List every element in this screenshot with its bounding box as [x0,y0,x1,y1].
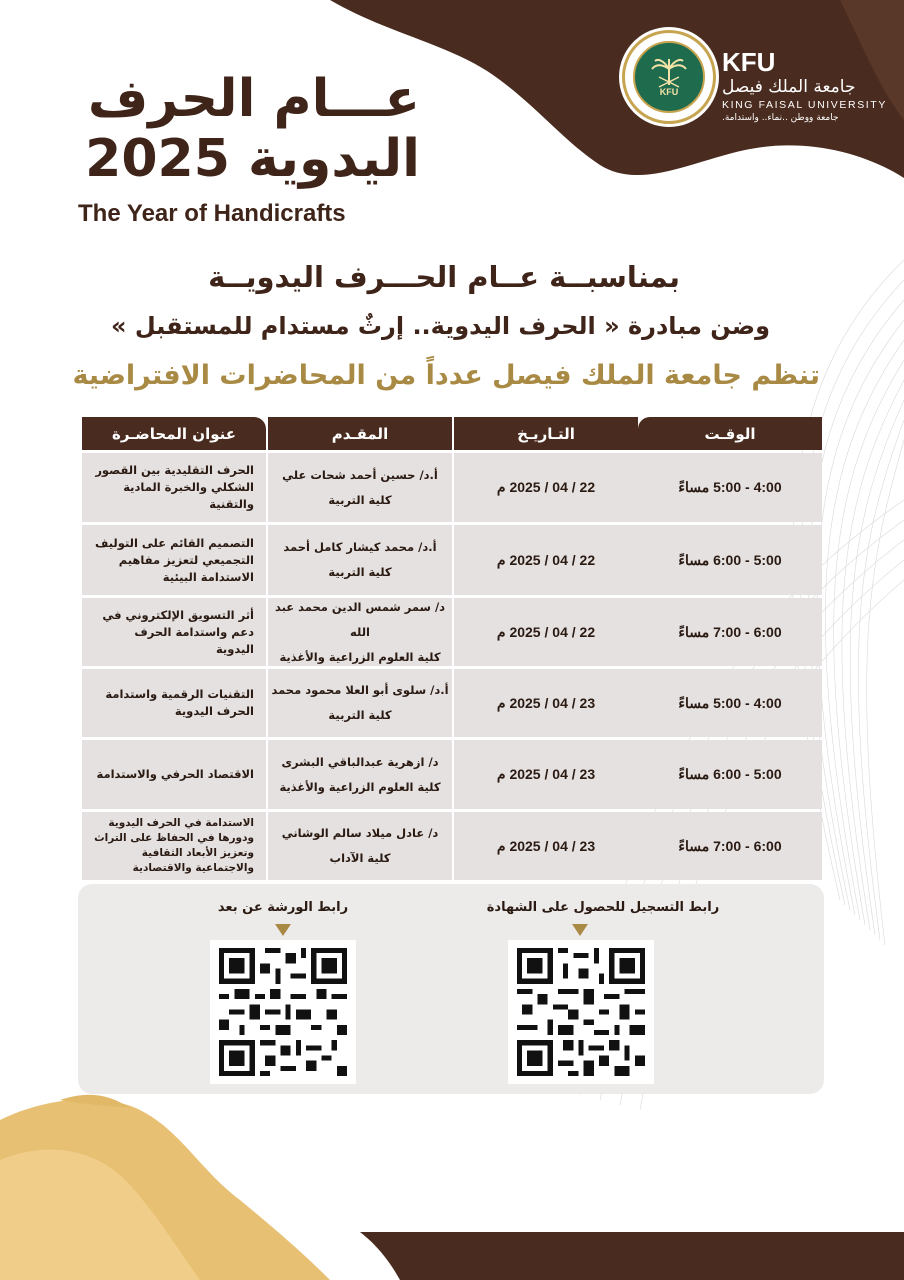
presenter-name: أ.د/ محمد كيشار كامل أحمد [283,540,437,554]
table-row [80,453,824,522]
table-row [80,812,824,880]
time-text: 5:00 - 6:00 مساءً [678,766,782,782]
table-header-row [80,417,824,450]
lecture-time [638,525,822,595]
workshop-qr-code[interactable] [210,940,356,1084]
time-text: 4:00 - 5:00 مساءً [678,694,782,711]
time-text: 6:00 - 7:00 مساءً [678,623,782,640]
presenter-name: د/ ازهرية عبدالباقي البشرى [281,754,439,769]
lecture-time [638,669,822,737]
lecture-time [638,453,822,522]
date-text: 22 / 04 / 2025 م [496,479,596,495]
qr-code-icon [516,948,646,1076]
announcement-organizer: تنظم جامعة الملك فيصل عدداً من المحاضرات الافتراضية [72,360,820,391]
lecture-presenter-cell [268,669,452,737]
lecture-title: الاقتصاد الحرفي والاستدامة [82,740,266,809]
lecture-presenter-cell [268,598,452,666]
lecture-title: أثر التسويق الإلكتروني في دعم واستدامة الحرف اليدوية [82,598,266,666]
date-text: 23 / 04 / 2025 م [496,837,596,854]
lecture-presenter-cell [268,740,452,809]
university-abbr: KFU [722,47,776,77]
lecture-date [454,598,638,666]
lecture-title: الحرف التقليدية بين القصور الشكلي والخبرة المادية والتقنية [82,453,266,522]
announcement-occasion: بمناسبــة عــام الحـــرف اليدويــة [208,260,680,294]
lecture-date [454,812,638,880]
lecture-date [454,453,638,522]
date-text: 23 / 04 / 2025 م [496,766,596,782]
presenter-name: د/ سمر شمس الدين محمد عبد الله [274,599,446,639]
palm-icon [649,55,689,91]
university-name-ar: جامعة الملك فيصل [722,77,856,97]
time-text: 5:00 - 6:00 مساءً [678,551,782,568]
palm-emblem-icon [633,41,705,113]
presenter-college: كلية الآداب [329,851,391,865]
lecture-date [454,669,638,737]
lecture-date [454,525,638,595]
time-text: 6:00 - 7:00 مساءً [678,837,782,854]
presenter-college: كلية العلوم الزراعية والأغذية [279,779,441,794]
date-text: 23 / 04 / 2025 م [496,694,596,711]
title-arabic-line2: اليدوية 2025 [85,129,420,189]
table-row [80,525,824,595]
arrow-down-icon [275,924,291,936]
presenter-name: أ.د/ حسين أحمد شحات علي [282,467,438,482]
date-text: 22 / 04 / 2025 م [496,551,596,568]
qr-code-icon [218,948,348,1076]
lecture-time [638,812,822,880]
university-slogan: جامعة ووطن ..نماء.. واستدامة. [722,113,839,123]
table-row [80,669,824,737]
title-arabic-line1: عـــام الحرف [87,69,420,129]
header-time: الوقـت [638,417,822,450]
presenter-college: كلية التربية [328,565,392,579]
header-date: التـاريـخ [454,417,638,450]
arrow-down-icon [572,924,588,936]
certificate-link-label: رابط التسجيل للحصول على الشهادة [486,900,720,915]
presenter-name: د/ عادل ميلاد سالم الوشاني [281,826,439,840]
university-name-en: KING FAISAL UNIVERSITY [722,99,887,111]
lectures-table [80,417,824,880]
lecture-title: التقنيات الرقمية واستدامة الحرف اليدوية [82,669,266,737]
table-row [80,740,824,809]
presenter-college: كلية التربية [328,708,392,722]
lecture-presenter-cell [268,812,452,880]
table-row [80,598,824,666]
lecture-title: الاستدامة في الحرف اليدوية ودورها في الحفاظ على التراث وتعزيز الأبعاد الثقافية والاجتماعية والاقتصادية [82,812,266,880]
qr-links-panel [78,884,824,1094]
title-english: The Year of Handicrafts [78,200,346,227]
lecture-presenter-cell [268,453,452,522]
lecture-title: التصميم القائم على التوليف التجميعي لتعزيز مفاهيم الاستدامة البيئية [82,525,266,595]
presenter-college: كلية العلوم الزراعية والأغذية [279,649,441,664]
presenter-college: كلية التربية [328,492,392,507]
certificate-qr-code[interactable] [508,940,654,1084]
university-seal-logo [622,30,716,124]
lecture-time [638,740,822,809]
announcement-initiative: وضن مبادرة « الحرف اليدوية.. إرثٌ مستدام للمستقبل » [110,312,770,340]
time-text: 4:00 - 5:00 مساءً [678,479,782,495]
university-name-block [722,48,892,124]
workshop-link-label: رابط الورشة عن بعد [217,900,349,915]
lecture-time [638,598,822,666]
lecture-date [454,740,638,809]
header-title: عنوان المحاضـرة [82,417,266,450]
header-presenter: المقـدم [268,417,452,450]
seal-abbr: KFU [659,87,679,97]
date-text: 22 / 04 / 2025 م [496,623,596,640]
presenter-name: أ.د/ سلوى أبو العلا محمود محمد [271,683,449,697]
lecture-presenter-cell [268,525,452,595]
